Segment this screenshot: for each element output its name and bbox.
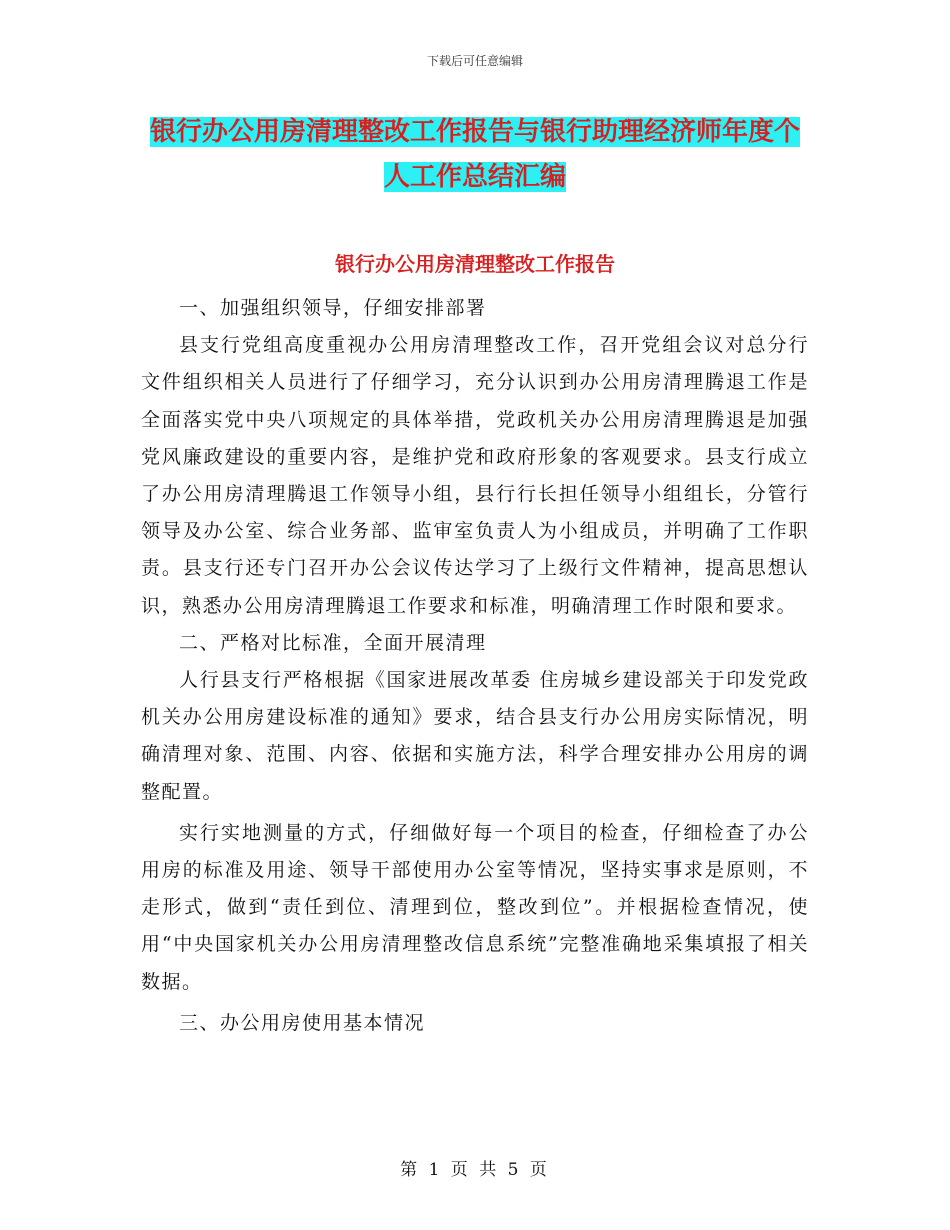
document-title: [140, 110, 810, 200]
heading-3: 三、办公用房使用基本情况: [179, 1011, 426, 1034]
page-number: 第 1 页 共 5 页: [400, 1160, 550, 1180]
heading-1: 一、加强组织领导，仔细安排部署: [179, 297, 487, 319]
document-title-text: 银行办公用房清理整改工作报告与银行助理经济师年度个人工作总结汇编: [149, 117, 800, 192]
document-body: [141, 290, 809, 1042]
paragraph-2: 人行县支行严格根据《国家进展改革委 住房城乡建设部关于印发党政机关办公用房建设标准的通知》要求，结合县支行办公用房实际情况，明确清理对象、范围、内容、依据和实施方法，科学合理安排办公用房的调整配置。: [141, 669, 809, 803]
paragraph-3: 实行实地测量的方式，仔细做好每一个项目的检查，仔细检查了办公用房的标准及用途、领导干部使用办公室等情况，坚持实事求是原则，不走形式，做到“责任到位、清理到位，整改到位”。并根据检查情况，使用“中央国家机关办公用房清理整改信息系统”完整准确地采集填报了相关数据。: [141, 821, 809, 993]
page-header-note: 下载后可任意编辑: [426, 54, 523, 68]
section-title: 银行办公用房清理整改工作报告: [335, 252, 615, 276]
paragraph-1: 县支行党组高度重视办公用房清理整改工作，召开党组会议对总分行文件组织相关人员进行了仔细学习，充分认识到办公用房清理腾退工作是全面落实党中央八项规定的具体举措，党政机关办公用房清理腾退是加强党风廉政建设的重要内容，是维护党和政府形象的客观要求。县支行成立了办公用房清理腾退工作领导小组，县行行长担任领导小组组长，分管行领导及办公室、综合业务部、监审室负责人为小组成员，并明确了工作职责。县支行还专门召开办公会议传达学习了上级行文件精神，提高思想认识，熟悉办公用房清理腾退工作要求和标准，明确清理工作时限和要求。: [141, 334, 809, 617]
heading-2: 二、严格对比标准，全面开展清理: [179, 631, 487, 654]
